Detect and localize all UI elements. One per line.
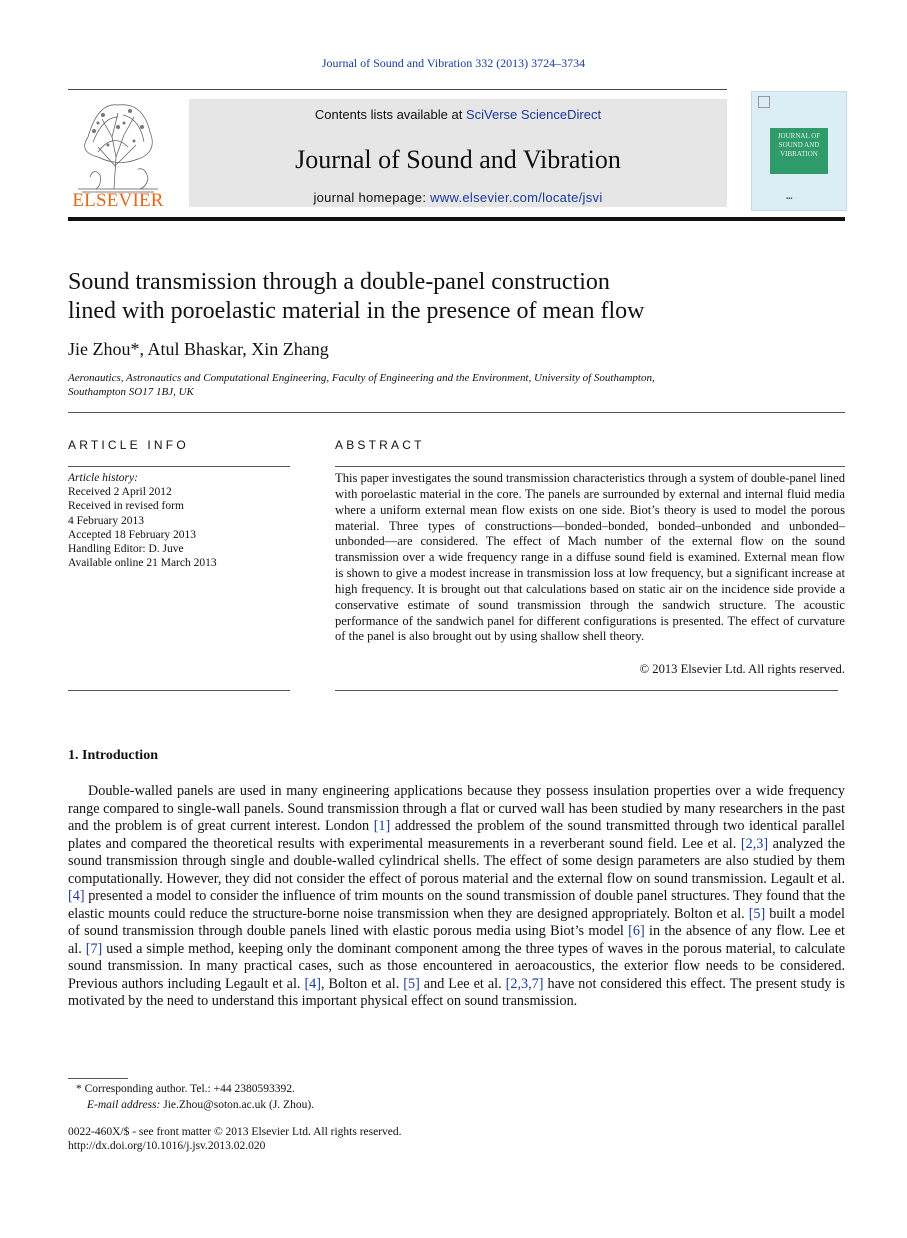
sciencedirect-link[interactable]: SciVerse ScienceDirect: [465, 107, 602, 122]
citation-link[interactable]: [5]: [748, 905, 766, 922]
paper-title-line: Sound transmission through a double-panel construction: [68, 269, 610, 295]
introduction-heading: 1. Introduction: [68, 748, 158, 763]
citation-link[interactable]: [4]: [68, 888, 85, 904]
abstract-text: This paper investigates the sound transmission characteristics through a system of double-panel lined with poroelastic material in the core. The panels are surrounded by external and internal fluid media where a uniform external mean flow exists on one side. Biot’s theory is used to model the porous material. Three types of constructions—bonded–bonded, bonded–unbonded and unbonded–unbonded—are considered. The effect of Mach number of the external flow on the sound transmission over a wide frequency range in a diffuse sound field is examined. External mean flow is shown to give a modest increase in transmission loss at low frequency, but a significant increase at high frequency. It is brought out that calculations based on static air on the incidence side provide a conservative estimate of sound transmission through the sandwich structure. The acoustic performance of the sandwich panel for different configurations is presented. The effect of curvature of the panel is also brought out by using shallow shell theory.: [335, 471, 845, 644]
citation-link[interactable]: [7]: [85, 940, 103, 957]
intro-text-segment: have not considered this effect. The present study is motivated by the need to understand this important physical effect on sound transmission.: [68, 975, 845, 1009]
email-footnote: [87, 1099, 314, 1111]
issn-line: 0022-460X/$ - see front matter © 2013 Elsevier Ltd. All rights reserved.: [68, 1126, 402, 1138]
affiliation-line: Southampton SO17 1BJ, UK: [68, 386, 194, 398]
history-label: Article history:: [68, 472, 138, 484]
contents-line: [189, 107, 727, 122]
affiliation-line: Aeronautics, Astronautics and Computational Engineering, Faculty of Engineering and the Environment, University of Southampton,: [68, 372, 655, 384]
divider: [335, 466, 845, 467]
cover-publisher-mark: ▪▪▪: [786, 196, 793, 202]
divider: [68, 412, 845, 413]
citation-link[interactable]: [6]: [628, 923, 645, 939]
abstract-copyright: © 2013 Elsevier Ltd. All rights reserved.: [639, 662, 845, 676]
elsevier-wordmark[interactable]: ELSEVIER: [72, 190, 164, 211]
abstract-heading: ABSTRACT: [335, 438, 425, 452]
masthead-top-rule: [68, 89, 727, 90]
homepage-link[interactable]: www.elsevier.com/locate/jsvi: [430, 190, 603, 205]
history-item: Received in revised form: [68, 500, 184, 513]
history-item: Handling Editor: D. Juve: [68, 543, 184, 556]
history-item: Available online 21 March 2013: [68, 557, 217, 570]
email-label: E-mail address:: [87, 1099, 161, 1111]
contents-prefix: Contents lists available at: [314, 107, 466, 122]
citation-link[interactable]: [2,3,7]: [505, 975, 544, 992]
author-list[interactable]: Jie Zhou*, Atul Bhaskar, Xin Zhang: [68, 339, 329, 359]
citation-link[interactable]: [4]: [304, 975, 321, 992]
article-info-heading: ARTICLE INFO: [68, 438, 189, 452]
history-item: 4 February 2013: [68, 514, 145, 527]
intro-text-segment: presented a model to consider the influence of trim mounts on the sound transmission of double panel structures. They found that the elastic mounts could reduce the structure-borne noise transmission when they are designed appropriately. Bolton et al.: [68, 888, 845, 922]
intro-text-segment: analyzed the sound transmission through single and double-walled cylindrical shells. The effect of some design parameters are also studied by them computationally. However, they did not consider the effect of porous material and the external flow on sound transmission. Legault et al.: [68, 835, 845, 887]
journal-title: Journal of Sound and Vibration: [295, 145, 621, 174]
divider: [68, 466, 290, 467]
history-item: Accepted 18 February 2013: [68, 528, 197, 541]
homepage-prefix: journal homepage:: [313, 190, 431, 205]
doi-link[interactable]: http://dx.doi.org/10.1016/j.jsv.2013.02.020: [68, 1140, 266, 1152]
citation-link[interactable]: [2,3]: [740, 835, 769, 852]
intro-text-segment: in the absence of any flow. Lee et al.: [68, 923, 845, 957]
citation-link[interactable]: [5]: [403, 975, 420, 992]
affiliation: [68, 371, 768, 399]
citation-link[interactable]: [1]: [373, 818, 391, 834]
intro-text-segment: built a model of sound transmission through double panels lined with elastic porous media using Biot’s model: [68, 905, 845, 939]
intro-text-segment: , Bolton et al.: [321, 975, 404, 992]
intro-text-segment: addressed the problem of the sound transmitted through two identical parallel plates and compared the theoretical results with experimental measurements in a reverberant sound field. Lee et al.: [68, 818, 845, 852]
journal-cover-thumbnail[interactable]: [751, 91, 847, 211]
paper-title: [68, 268, 788, 326]
cover-title-line: SOUND AND: [778, 141, 820, 149]
journal-banner: [189, 99, 727, 207]
masthead: [68, 89, 845, 214]
cover-title-box: [770, 128, 828, 174]
article-history: [68, 471, 290, 570]
journal-reference[interactable]: Journal of Sound and Vibration 332 (2013) 3724–3734: [321, 56, 586, 70]
cover-publisher-icon: [758, 96, 770, 108]
divider: [68, 690, 290, 691]
homepage-line: [189, 190, 727, 205]
corresponding-author-footnote: * Corresponding author. Tel.: +44 2380593392.: [76, 1083, 295, 1095]
intro-text-segment: and Lee et al.: [419, 975, 506, 992]
introduction-paragraph: [68, 783, 845, 1011]
cover-title-line: VIBRATION: [780, 150, 818, 158]
intro-text-segment: used a simple method, keeping only the dominant component among the three types of waves in the porous material, to calculate sound transmission. In many practical cases, such as those encountered in aeroacoustics, the exterior flow needs to be considered. Previous authors including Legault et al.: [68, 940, 845, 992]
intro-text-segment: Double-walled panels are used in many engineering applications because they possess insulation properties over a wide frequency range compared to single-wall panels. Sound transmission through a flat or curved wall has been studied by many researchers in the past and the problem is of great current interest. London: [68, 783, 845, 834]
cover-title-line: JOURNAL OF: [777, 132, 821, 140]
masthead-bottom-rule: [68, 217, 845, 221]
footnote-divider: [68, 1078, 128, 1079]
divider: [335, 690, 838, 691]
email-address[interactable]: Jie.Zhou@soton.ac.uk (J. Zhou).: [160, 1099, 315, 1111]
history-item: Received 2 April 2012: [68, 486, 172, 499]
paper-title-line: lined with poroelastic material in the presence of mean flow: [68, 298, 645, 324]
